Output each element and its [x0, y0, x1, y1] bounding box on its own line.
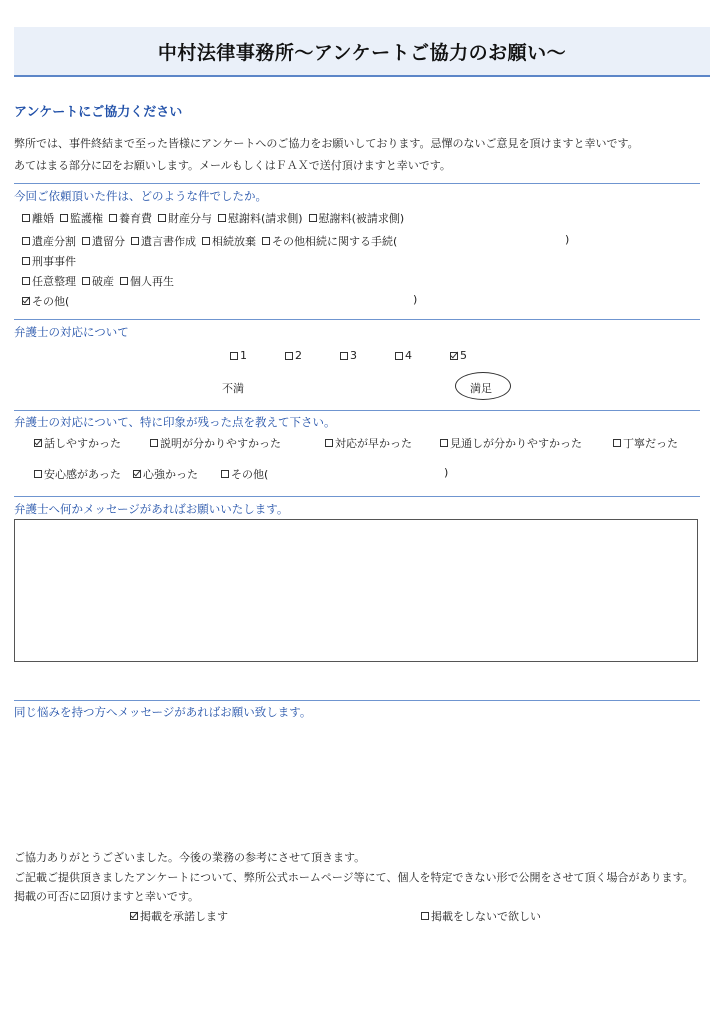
checkbox-icon[interactable]: [133, 470, 141, 478]
q2-scale: [230, 349, 467, 362]
checkbox-icon[interactable]: [34, 470, 42, 478]
option-label: 説明が分かりやすかった: [160, 437, 281, 450]
option-label: 慰謝料(請求側): [228, 212, 303, 225]
checkbox-icon[interactable]: [82, 237, 90, 245]
q1-option[interactable]: [22, 293, 69, 309]
footer-line-2: ご記載ご提供頂きましたアンケートについて、弊所公式ホームページ等にて、個人を特定できない形で公開をさせて頂く場合があります。: [14, 871, 694, 884]
decline-label: 掲載をしないで欲しい: [431, 910, 541, 923]
checkbox-icon[interactable]: [22, 257, 30, 265]
checkbox-icon[interactable]: [150, 439, 158, 447]
checkbox-icon[interactable]: [218, 214, 226, 222]
option-label: 財産分与: [168, 212, 212, 225]
q1-option[interactable]: [22, 273, 76, 289]
q1-option[interactable]: [22, 233, 76, 249]
title-banner: [14, 27, 710, 77]
section-divider: [14, 496, 700, 497]
option-label: その他(: [231, 468, 269, 481]
q1-title: 今回ご依頼頂いた件は、どのような件でしたか。: [14, 189, 267, 203]
checkbox-icon[interactable]: [34, 439, 42, 447]
option-label: 破産: [92, 275, 114, 288]
checkbox-icon[interactable]: [22, 297, 30, 305]
q1-option[interactable]: [109, 210, 152, 226]
q1-option[interactable]: [202, 233, 256, 249]
option-label: 心強かった: [143, 468, 198, 481]
q3-option[interactable]: [325, 435, 412, 451]
q1-row: [22, 273, 174, 289]
q4-title: 弁護士へ何かメッセージがあればお願いいたします。: [14, 502, 289, 516]
q2-rating-option[interactable]: [230, 349, 247, 362]
decline-checkbox[interactable]: [421, 908, 541, 924]
option-label: 1: [240, 349, 247, 362]
q1-row: [22, 293, 69, 309]
checkbox-icon[interactable]: [421, 912, 429, 920]
q3-close-paren: ): [444, 466, 449, 479]
q3-option[interactable]: [150, 435, 281, 451]
q1-option[interactable]: [82, 273, 114, 289]
option-label: 遺産分割: [32, 235, 76, 248]
option-label: 遺留分: [92, 235, 125, 248]
section-divider: [14, 183, 700, 184]
q2-title: 弁護士の対応について: [14, 325, 129, 339]
consent-checkbox[interactable]: [130, 908, 228, 924]
checkbox-icon[interactable]: [120, 277, 128, 285]
q1-option[interactable]: [22, 253, 76, 269]
q1-close-paren-2: ): [413, 293, 418, 306]
checkbox-icon[interactable]: [340, 352, 348, 360]
checkbox-icon[interactable]: [613, 439, 621, 447]
checkbox-icon[interactable]: [60, 214, 68, 222]
checkbox-icon[interactable]: [309, 214, 317, 222]
checkbox-icon[interactable]: [395, 352, 403, 360]
q3-title: 弁護士の対応について、特に印象が残った点を教えて下さい。: [14, 415, 336, 429]
q1-close-paren-1: ): [565, 233, 570, 246]
q1-row: [22, 253, 76, 269]
option-label: 3: [350, 349, 357, 362]
option-label: 丁寧だった: [623, 437, 678, 450]
intro-line-1: 弊所では、事件終結まで至った皆様にアンケートへのご協力をお願いしております。忌憚のないご意見を頂けますと幸いです。: [14, 137, 639, 150]
message-textarea[interactable]: [14, 519, 698, 662]
checkbox-icon[interactable]: [22, 237, 30, 245]
checkbox-icon[interactable]: [440, 439, 448, 447]
option-label: 話しやすかった: [44, 437, 121, 450]
q2-rating-option[interactable]: [395, 349, 412, 362]
option-label: 慰謝料(被請求側): [318, 212, 405, 225]
q3-option[interactable]: [34, 435, 121, 451]
q3-option[interactable]: [221, 466, 268, 482]
q1-row: [22, 233, 397, 249]
q1-option[interactable]: [22, 210, 54, 226]
footer-line-3: 掲載の可否に☑頂けますと幸いです。: [14, 890, 199, 903]
q2-rating-option[interactable]: [340, 349, 357, 362]
option-label: その他相続に関する手続(: [272, 235, 398, 248]
option-label: 安心感があった: [44, 468, 121, 481]
q3-option[interactable]: [34, 466, 121, 482]
checkbox-icon[interactable]: [82, 277, 90, 285]
q2-high-label: 満足: [470, 382, 492, 395]
checkbox-icon[interactable]: [285, 352, 293, 360]
q3-option[interactable]: [133, 466, 198, 482]
q2-rating-option[interactable]: [450, 349, 467, 362]
q2-low-label: 不満: [222, 382, 244, 395]
q1-option[interactable]: [131, 233, 196, 249]
option-label: 養育費: [119, 212, 152, 225]
q5-title: 同じ悩みを持つ方へメッセージがあればお願い致します。: [14, 705, 312, 719]
q1-option[interactable]: [82, 233, 125, 249]
intro-heading: アンケートにご協力ください: [14, 105, 183, 120]
checkbox-icon[interactable]: [230, 352, 238, 360]
option-label: 個人再生: [130, 275, 174, 288]
checkbox-icon[interactable]: [450, 352, 458, 360]
option-label: 相続放棄: [212, 235, 256, 248]
q1-option[interactable]: [262, 233, 397, 249]
option-label: 遺言書作成: [141, 235, 196, 248]
intro-line-2: あてはまる部分に☑をお願いします。メールもしくはＦＡＸで送付頂けますと幸いです。: [14, 159, 451, 172]
checkbox-icon[interactable]: [131, 237, 139, 245]
option-label: 2: [295, 349, 302, 362]
q1-option[interactable]: [309, 210, 405, 226]
checkbox-icon[interactable]: [262, 237, 270, 245]
q1-option[interactable]: [158, 210, 212, 226]
option-label: 任意整理: [32, 275, 76, 288]
q3-option[interactable]: [440, 435, 582, 451]
option-label: 監護権: [70, 212, 103, 225]
q1-row: [22, 210, 404, 226]
q1-option[interactable]: [218, 210, 303, 226]
q1-option[interactable]: [120, 273, 174, 289]
checkbox-icon[interactable]: [221, 470, 229, 478]
checkbox-icon[interactable]: [109, 214, 117, 222]
option-label: 5: [460, 349, 467, 362]
checkbox-icon[interactable]: [202, 237, 210, 245]
section-divider: [14, 319, 700, 320]
option-label: 対応が早かった: [335, 437, 412, 450]
section-divider: [14, 700, 700, 701]
q3-option[interactable]: [613, 435, 678, 451]
checkbox-icon[interactable]: [325, 439, 333, 447]
section-divider: [14, 410, 700, 411]
option-label: 見通しが分かりやすかった: [450, 437, 582, 450]
q2-rating-option[interactable]: [285, 349, 302, 362]
option-label: 離婚: [32, 212, 54, 225]
footer-line-1: ご協力ありがとうございました。今後の業務の参考にさせて頂きます。: [14, 851, 366, 864]
option-label: 刑事事件: [32, 255, 76, 268]
q1-option[interactable]: [60, 210, 103, 226]
checkbox-icon[interactable]: [158, 214, 166, 222]
option-label: その他(: [32, 295, 70, 308]
checkbox-icon[interactable]: [22, 214, 30, 222]
consent-label: 掲載を承諾します: [140, 910, 228, 923]
checkbox-icon[interactable]: [130, 912, 138, 920]
checkbox-icon[interactable]: [22, 277, 30, 285]
page-title: 中村法律事務所〜アンケートご協力のお願い〜: [157, 41, 567, 64]
option-label: 4: [405, 349, 412, 362]
